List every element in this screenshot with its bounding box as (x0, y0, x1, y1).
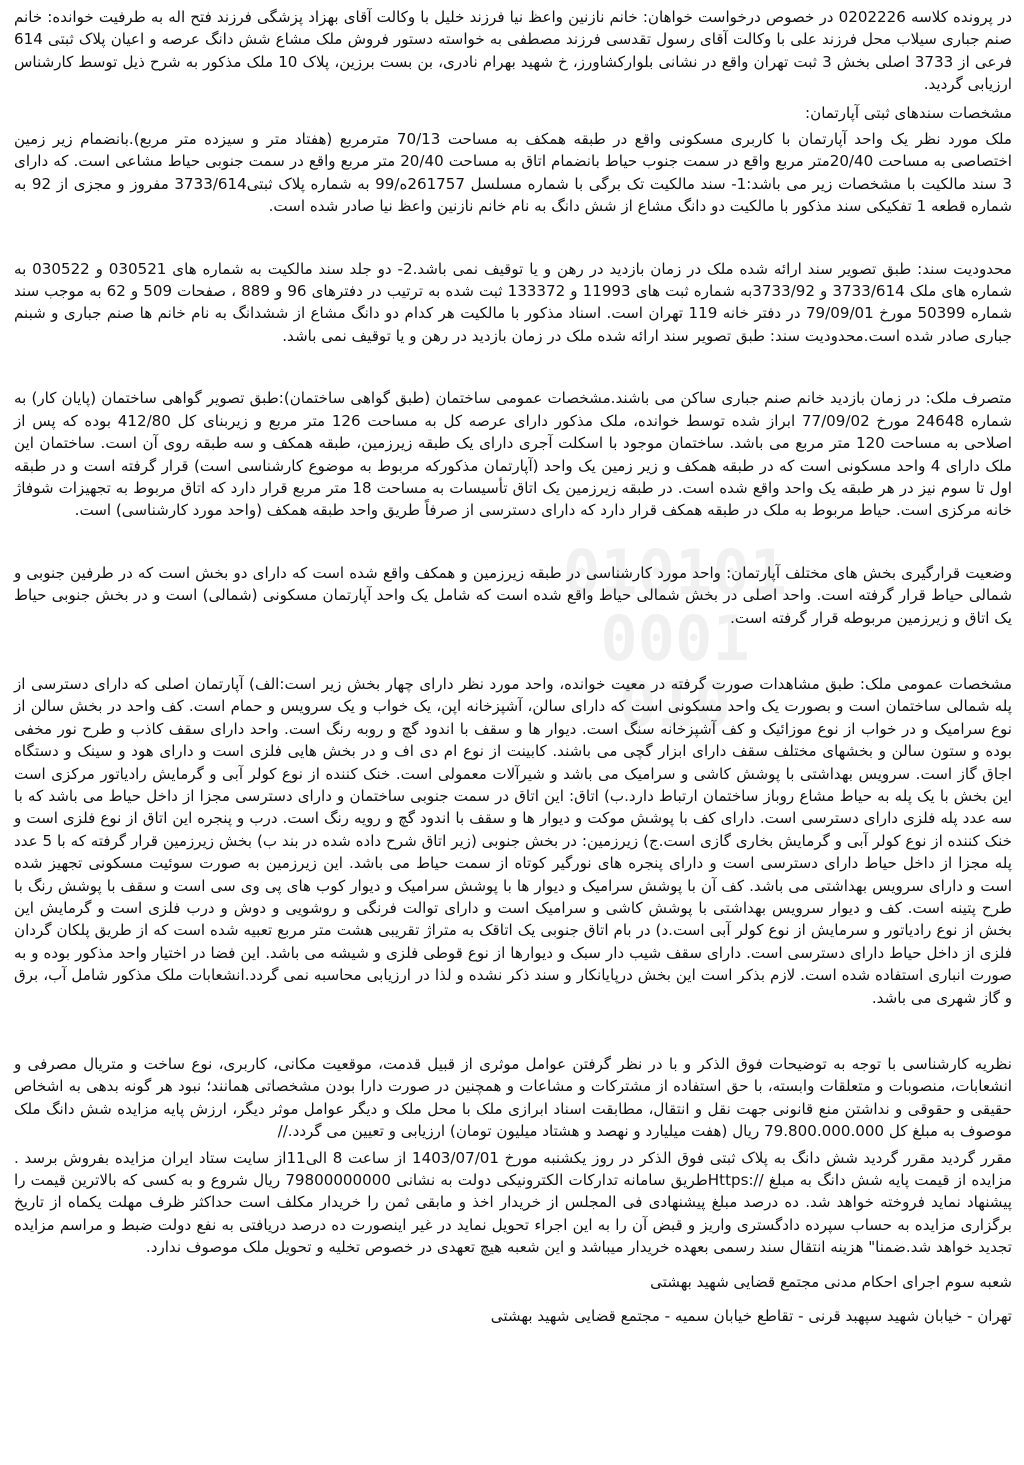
deed-restrictions: محدودیت سند: طبق تصویر سند ارائه شده ملک در زمان بازدید در رهن و یا توقیف نمی باشد.2- دو جلد سند مالکیت به شماره های 030521 و 030522 به شماره های ملک 3733/614 و 3733/92به شماره ثبت های 11993 و 133372 ثبت شده به ترتیب در دفترهای 96 و 889 ، صفحات 509 و 62 به موجب سند شماره 50399 مورخ 79/09/01 در دفتر خانه 119 تهران است. اسناد مذکور با مالکیت هر کدام دو دانگ مشاع از ششدانگ به نام خانم ها صنم جباری و شبنم جباری صادر شده است.محدودیت سند: طبق تصویر سند ارائه شده ملک در زمان بازدید در رهن و یا توقیف نمی باشد. (14, 259, 1013, 345)
apartment-sections-layout: وضعیت قرارگیری بخش های مختلف آپارتمان: واحد مورد کارشناسی در طبقه زیرزمین و همکف واقع شده است که دارای دو بخش است که در طرفین جنوبی و شمالی حیاط قرار گرفته است. واحد اصلی در بخش شمالی حیاط واقع شده است که شامل یک واحد آپارتمان مسکونی (شمالی) است و در بخش جنوبی حیاط یک اتاق و زیرزمین مربوطه قرار گرفته است. (14, 563, 1012, 627)
case-introduction: در پرونده کلاسه 0202226 در خصوص درخواست خواهان: خانم نازنین واعظ نیا فرزند خلیل با وکالت آقای بهزاد پزشگی فرزند فتح اله به طرفیت خوانده: خانم صنم جباری سیلاب محل فرزند علی با وکالت آقای رسول تقدسی فرزند مصطفی به خواسته دستور فروش ملک مشاع شش دانگ عرصه و اعیان پلاک ثبتی 614 فرعی از 3733 اصلی بخش 3 ثبت تهران واقع در نشانی بلوارکشاورز، خ شهید بهرام نادری، بن بست برزین، پلاک 10 ملک مذکور به شرح ذیل توسط کارشناس ارزیابی گردید. (14, 8, 1012, 94)
issuing-branch: شعبه سوم اجرای احکام مدنی مجتمع قضایی شهید بهشتی (650, 1272, 1012, 1291)
property-general-specs: مشخصات عمومی ملک: طبق مشاهدات صورت گرفته در معیت خوانده، واحد مورد نظر دارای چهار بخش زیر است:الف) آپارتمان اصلی که دارای دسترسی از پله شمالی ساختمان است و بصورت یک واحد مسکونی است که دارای سالن، آشپزخانه اپن، یک خواب و یک سرویس و حمام است. کف واحد در بخش سالن از نوع سرامیک و در خواب از نوع موزائیک و کف آشپزخانه سنگ است. دیوار ها و سقف با اندود گچ و روبه رنگ است. واحد دارای سقف کاذب و طرح نور مخفی بوده و ستون سالن و بخشهای مختلف سقف دارای ابزار گچی می باشند. کابینت از نوع ام دی اف و در بخش هایی فلزی است و دارای هود و سینک و دستگاه اجاق گاز است. سرویس بهداشتی با پوشش کاشی و سرامیک می باشد و شیرآلات معمولی است. خنک کننده از نوع کولر آبی و گرمایش رادیاتور مرکزی است این بخش با یک پله به حیاط مشاع روباز ساختمان ارتباط دارد.ب) اتاق: این اتاق در سمت جنوبی ساختمان و دارای دسترسی مجزا از داخل حیاط می باشد که با سه عدد پله فلزی دارای دسترسی است. دارای کف با پوشش موکت و دیوار ها و سقف با اندود گچ و رویه رنگ است. درب و پنجره این اتاق از نوع فلزی است و خنک کننده از نوع کولر آبی و گرمایش بخاری گازی است.ج) زیرزمین: در بخش جنوبی (زیر اتاق شرح داده شده در بند ب) بخش زیرزمین قرار گرفته که با 5 عدد پله مجزا از داخل حیاط دارای دسترسی است و دارای پنجره های نورگیر کوتاه از سمت حیاط می باشد. این زیرزمین به صورت سوئیت مسکونی تجهیز شده است و دارای سرویس بهداشتی می باشد. کف آن با پوشش سرامیک و دیوار ها با پوشش سرامیک و دیوار کوب های پی وی سی است و سقف با پوشش رنگ با طرح پتینه است. کف و دیوار سرویس بهداشتی با پوشش کاشی و سرامیک است و دارای توالت فرنگی و روشویی و دوش و درب فلزی است و گرمایش این بخش از نوع رادیاتور و سرمایش از نوع کولر آبی است.د) در بام اتاق جنوبی یک اتاقک به متراژ تقریبی هشت متر مربع تعبیه شده است که از طریق پلکان گردان فلزی از داخل حیاط دارای دسترسی است. دارای سقف شیب دار سبک و دیوارها از نوع قوطی فلزی و شیشه می باشد. این فضا در اختیار واحد مذکور بوده و به صورت انباری استفاده شده است. لازم بذکر است این بخش درپایانکار و سند ذکر نشده و لذا در ارزیابی محاسبه نمی گردد.انشعابات ملک مذکور شامل آب، برق و گاز شهری می باشد. (14, 674, 1012, 1007)
deed-specifications: ملک مورد نظر یک واحد آپارتمان با کاربری مسکونی واقع در طبقه همکف به مساحت 70/13 مترمربع (هفتاد متر و سیزده متر مربع).بانضمام زیر زمین اختصاصی به مساحت 20/40متر مربع واقع در سمت جنوب حیاط بانضمام اتاق به مساحت 20/40 متر مربع واقع در سمت جنوبی حیاط مشاعی است. که دارای 3 سند مالکیت با مشخصات زیر می باشد:1- سند مالکیت تک برگی با شماره مسلسل 261757ه/99 به شماره پلاک ثبتی3733/614 مفروز و مجزی از 92 به شماره قطعه 1 تفکیکی سند مذکور با مالکیت دو دانگ مشاع از شش دانگ به نام خانم نازنین واعظ نیا صادر شده است. (14, 130, 1013, 216)
section-heading-deeds: مشخصات سندهای ثبتی آپارتمان: (805, 103, 1012, 122)
faint-watermark: 010101 0001 010 (563, 536, 787, 741)
branch-address: تهران - خیابان شهید سپهبد قرنی - تقاطع خیابان سمیه - مجتمع قضایی شهید بهشتی (490, 1307, 1012, 1326)
expert-opinion-valuation: نظریه کارشناسی با توجه به توضیحات فوق الذکر و با در نظر گرفتن عوامل موثری از قبیل قدمت، موقعیت مکانی، کاربری، نوع ساخت و متریال مصرفی و انشعابات، منصوبات و متعلقات وابسته، با حق استفاده از مشترکات و مشاعات و همچنین در صورت دارا بودن مشخصاتی همانند؛ نبود هر گونه بدهی به اشخاص حقیقی و حقوقی و نداشتن منع قانونی جهت نقل و انتقال، مطابقت اسناد ابرازی ملک با محل ملک و دیگر عوامل موثر دیگر، ارزش پایه مزایده شش دانگ ملک موصوف به مبلغ کل 79.800.000.000 ریال (هفت میلیارد و نهصد و هشتاد میلیون تومان) ارزیابی و تعیین می گردد.// (14, 1055, 1012, 1141)
auction-terms: مقرر گردید مقرر گردید شش دانگ به پلاک ثبتی فوق الذکر در روز یکشنبه مورخ 1403/07/01 از ساعت 8 الی11از سایت ستاد ایران مزایده بفروش برسد . مزایده از قیمت پایه شش دانگ به مبلغ //:Httpsطریق سامانه تدارکات الکترونیکی دولت به نشانی 79800000000 ریال شروع و به کسی که بالاترین قیمت را پیشنهاد نماید فروخته خواهد شد. ده درصد مبلغ پیشنهادی فی المجلس از خریدار اخذ و مابقی ثمن را خریدار مکلف است حداکثر ظرف مهلت یکماه از تاریخ برگزاری مزایده به حساب سپرده دادگستری واریز و قبض آن را به این اجراء تحویل نماید در غیر اینصورت ده درصد دریافتی به نفع دولت ضبط و مراسم مزایده تجدید خواهد شد.ضمنا" هزینه انتقال سند رسمی بعهده خریدار میباشد و این شعبه هیچ تعهدی در خصوص تخلیه و تحویل ملک موصوف ندارد. (14, 1148, 1013, 1257)
property-occupant-and-building: متصرف ملک: در زمان بازدید خانم صنم جباری ساکن می باشند.مشخصات عمومی ساختمان (طبق گواهی ساختمان):طبق تصویر گواهی ساختمان (پایان کار) به شماره 24648 مورخ 77/09/02 ابراز شده توسط خوانده، ملک مذکور دارای عرصه کل به مساحت 126 متر مربع و زیربنای کل 412/80 بوده که پس از اصلاحی به مساحت 120 متر مربع می باشد. ساختمان موجود با اسکلت آجری دارای یک طبقه زیرزمین، طبقه همکف و سه طبقه روی آن است. ساختمان این ملک دارای 4 واحد مسکونی است که در طبقه همکف و زیر زمین یک واحد (آپارتمان مذکورکه مربوط به موضوع کارشناسی است) قرار گرفته است و در طبقه اول تا سوم نیز در هر طبقه یک واحد واقع شده است. در طبقه زیرزمین یک اتاق تأسیسات به مساحت 18 متر مربع قرار دارد که اتاق مربوط به تجهیزات شوفاژ خانه مرکزی است. حیاط مربوط به ملک در طبقه همکف قرار دارد که دارای دسترسی از صرفاً طریق واحد طبقه همکف (واحد مورد کارشناسی) است. (14, 389, 1013, 520)
